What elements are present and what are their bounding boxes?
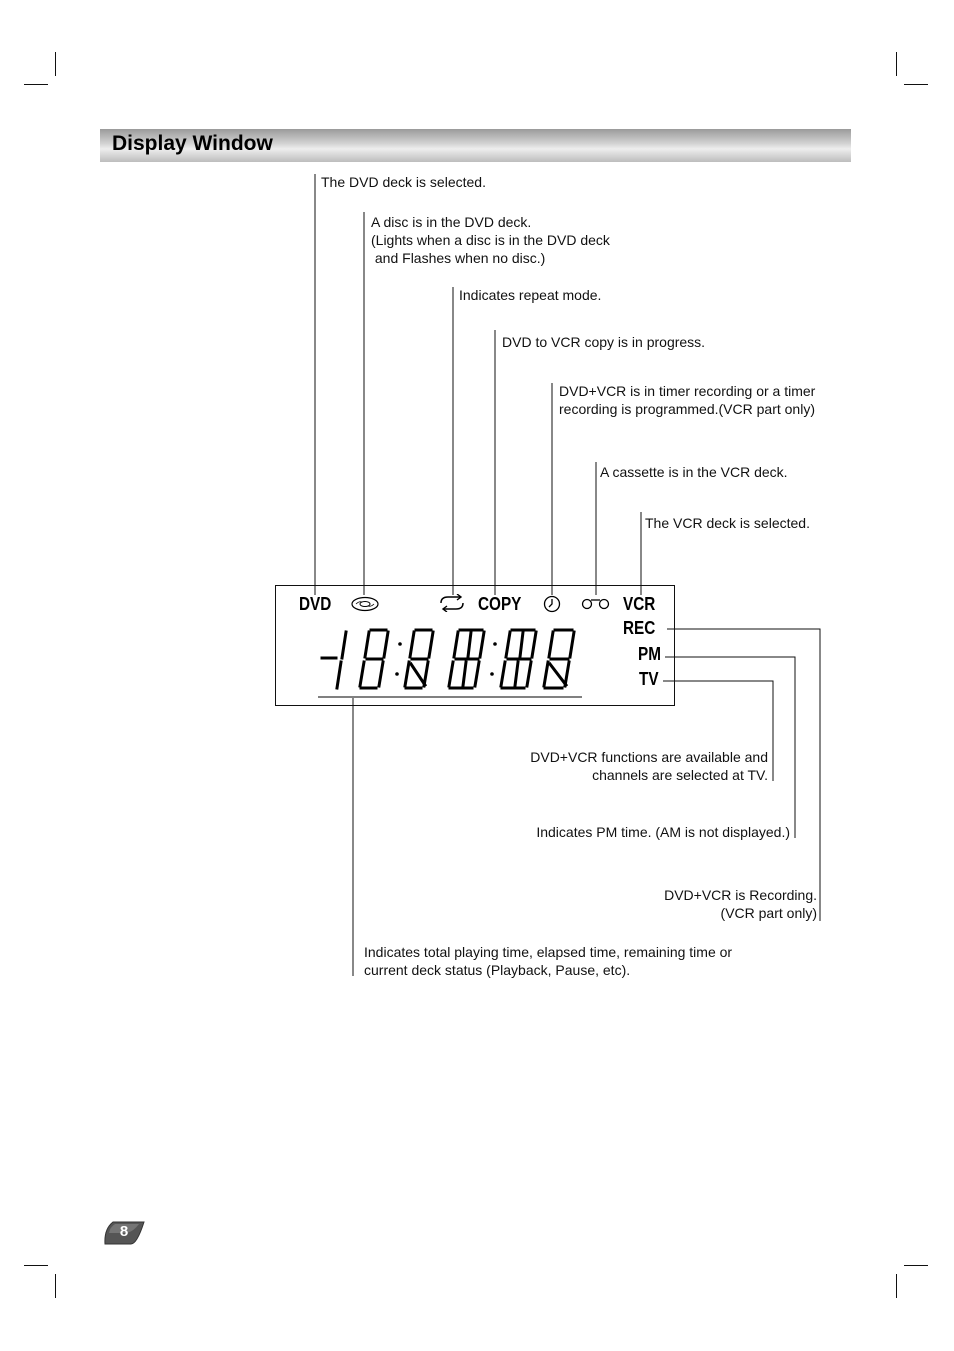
- tv-indicator: TV: [639, 669, 659, 689]
- vcr-indicator: VCR: [623, 594, 656, 614]
- page-number-badge: [103, 1221, 145, 1245]
- callout-cassette-in-deck: A cassette is in the VCR deck.: [600, 464, 788, 480]
- callout-disc-in-deck: A disc is in the DVD deck. (Lights when a disc is in the DVD deck and Flashes when no disc.): [371, 214, 610, 266]
- page-number: 8: [119, 1223, 129, 1240]
- callout-tv-mode: DVD+VCR functions are available and channels are selected at TV.: [530, 749, 768, 783]
- display-window-panel: [275, 585, 675, 706]
- segment-digits-display: [276, 586, 676, 707]
- callout-pm-time: Indicates PM time. (AM is not displayed.): [536, 824, 790, 840]
- callout-vcr-selected: The VCR deck is selected.: [645, 515, 810, 531]
- copy-indicator: COPY: [478, 594, 522, 614]
- callout-recording: DVD+VCR is Recording. (VCR part only): [664, 887, 817, 921]
- callout-repeat-mode: Indicates repeat mode.: [459, 287, 602, 303]
- callout-copy-progress: DVD to VCR copy is in progress.: [502, 334, 706, 350]
- rec-indicator: REC: [623, 618, 656, 638]
- section-title: Display Window: [112, 132, 273, 155]
- callout-timer-recording: DVD+VCR is in timer recording or a timer recording is programmed.(VCR part only): [559, 383, 816, 417]
- pm-indicator: PM: [638, 644, 661, 664]
- callout-dvd-selected: The DVD deck is selected.: [321, 174, 486, 190]
- dvd-indicator: DVD: [299, 594, 332, 614]
- callout-playing-time: Indicates total playing time, elapsed time, remaining time or current deck status (Playback, Pause, etc).: [364, 944, 733, 978]
